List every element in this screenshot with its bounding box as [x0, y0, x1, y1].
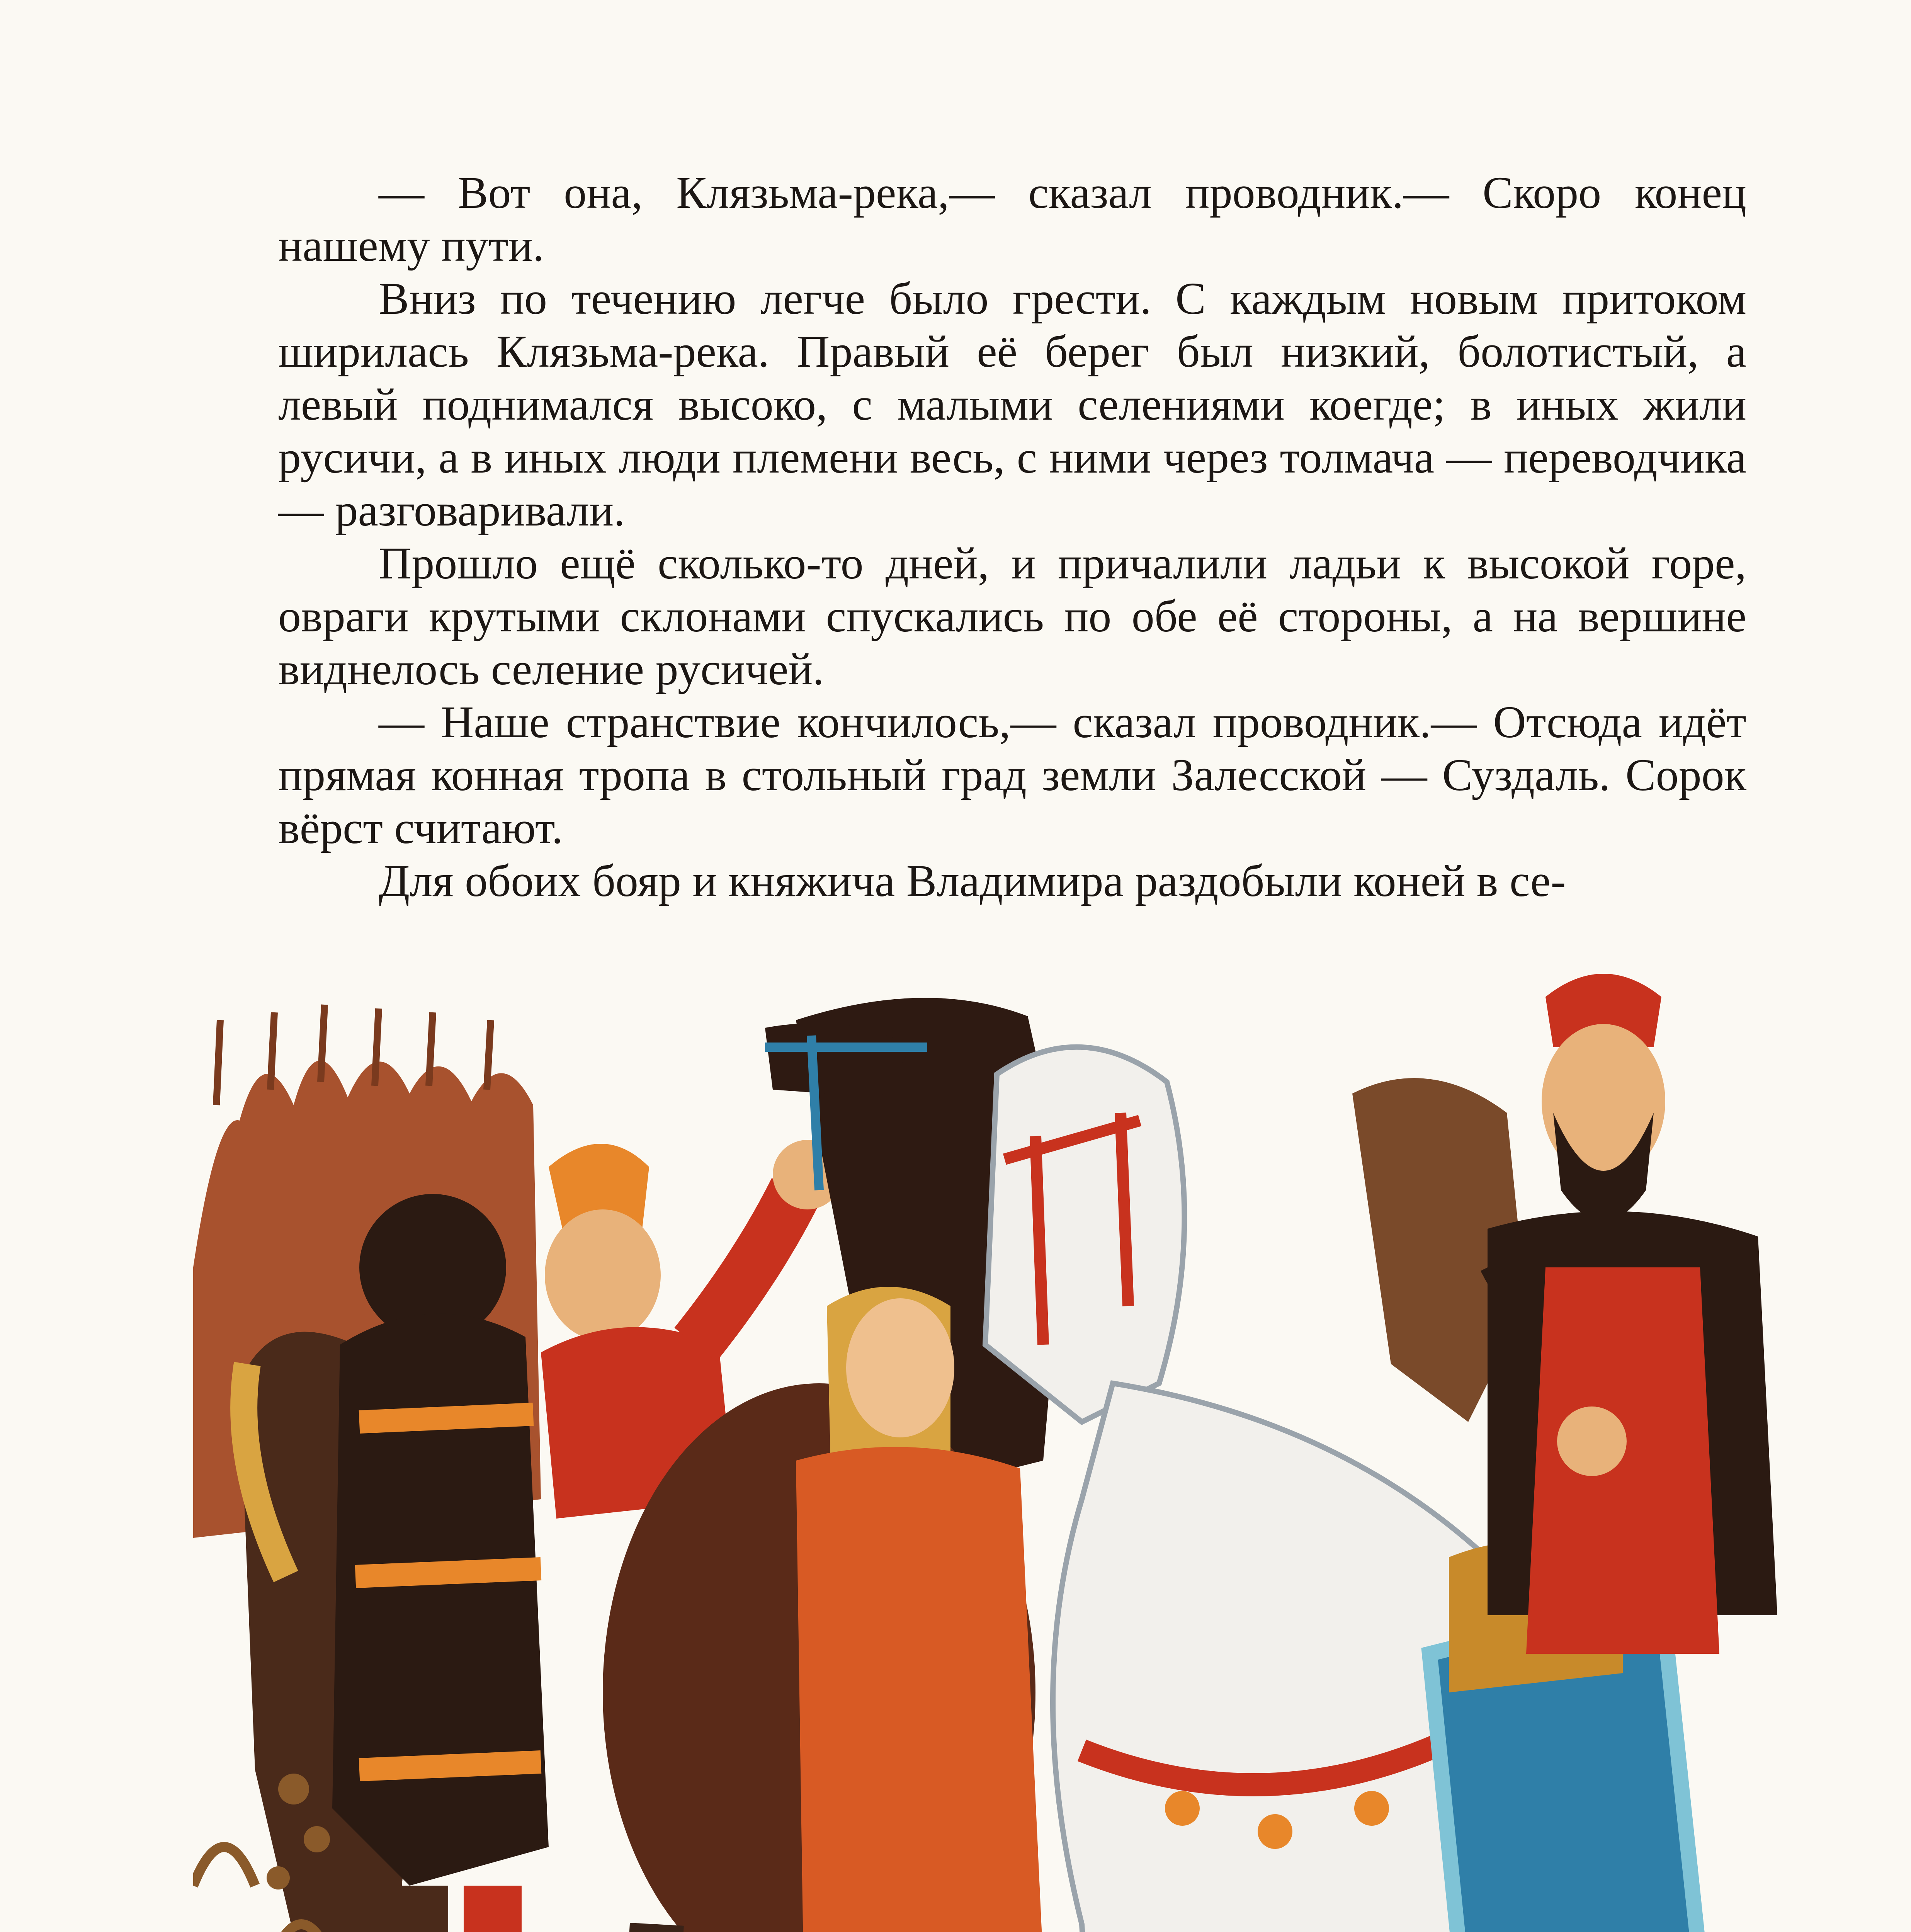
illustration-horses-and-riders [193, 920, 1800, 1932]
story-text [278, 166, 1746, 907]
paragraph: — Вот она, Клязьма-река,— сказал проводник.— Скоро конец нашему пути. [278, 167, 1746, 271]
paragraph: Для обоих бояр и княжича Владимира раздобыли коней в се- [379, 855, 1566, 906]
paragraph: — Наше странствие кончилось,— сказал проводник.— Отсюда идёт прямая конная тропа в стольный град земли Залесской — Суздаль. Сорок вёрст считают. [278, 697, 1746, 853]
paragraph: Вниз по течению легче было грести. С каждым новым притоком ширилась Клязьма-река. Правый её берег был низкий, болотистый, а левый поднимался высоко, с малыми селениями коегде; в иных жили русичи, а в иных люди племени весь, с ними через толмача — переводчика — разговаривали. [278, 273, 1746, 536]
bearded-rider [1488, 974, 1777, 1654]
paragraph: Прошло ещё сколько-то дней, и причалили ладьи к высокой горе, овраги крутыми склонами спускались по обе её стороны, а на вершине виднелось селение русичей. [278, 538, 1746, 694]
illustration-svg [193, 920, 1800, 1932]
